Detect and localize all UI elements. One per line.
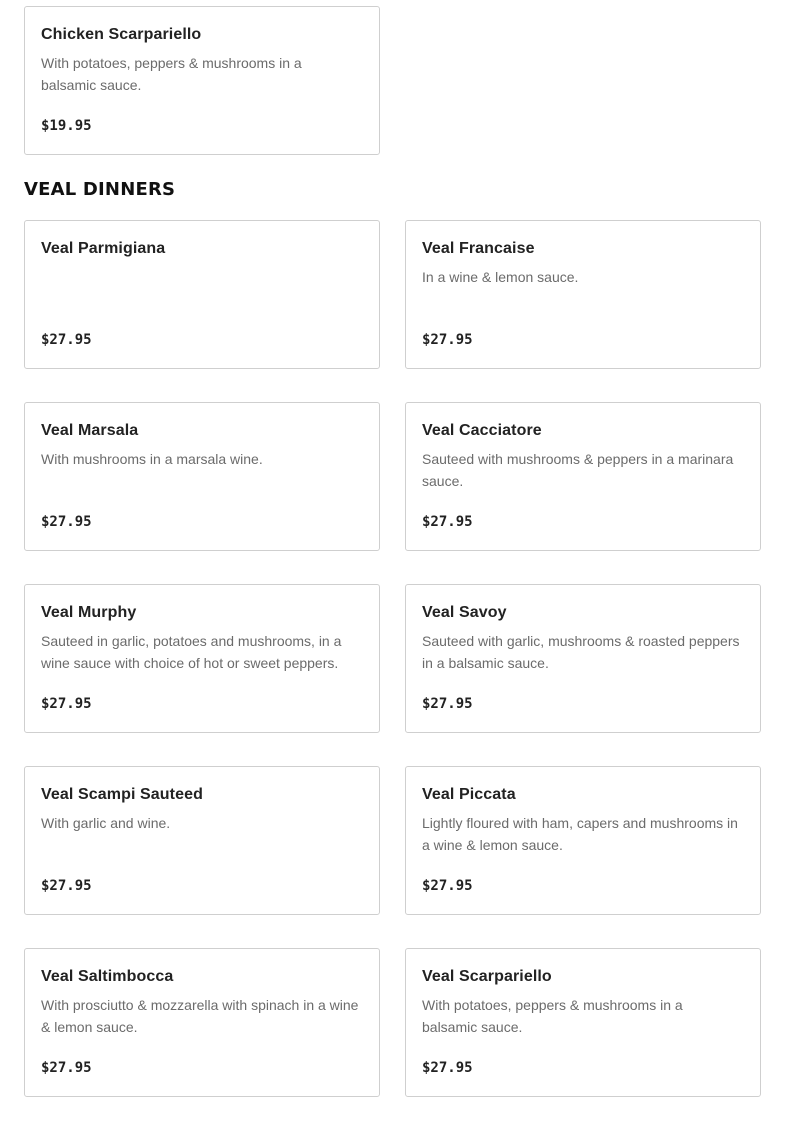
section-title: VEAL DINNERS (24, 179, 176, 200)
menu-item-description: Sauteed in garlic, potatoes and mushrooms, in a wine sauce with choice of hot or sweet peppers. (41, 633, 342, 671)
menu-item-card[interactable] (405, 584, 761, 733)
menu-item-name: Veal Marsala (41, 422, 139, 439)
menu-item-name: Veal Scarpariello (422, 968, 552, 985)
menu-item-card[interactable] (24, 402, 380, 551)
menu-item-name: Veal Saltimbocca (41, 968, 174, 985)
menu-item-description: Sauteed with garlic, mushrooms & roasted peppers in a balsamic sauce. (422, 633, 740, 671)
menu-item-description: In a wine & lemon sauce. (422, 269, 579, 285)
menu-item-card[interactable] (24, 766, 380, 915)
menu-item-price: $27.95 (422, 696, 473, 712)
menu-item-name: Veal Murphy (41, 604, 137, 621)
menu-item-name: Veal Parmigiana (41, 240, 166, 257)
menu-item-description: With potatoes, peppers & mushrooms in a balsamic sauce. (41, 55, 302, 93)
menu-item-name: Chicken Scarpariello (41, 26, 202, 43)
menu-item-card[interactable] (24, 948, 380, 1097)
menu-item-card[interactable] (24, 584, 380, 733)
menu-item-card[interactable] (405, 220, 761, 369)
menu-item-card[interactable] (405, 402, 761, 551)
menu-item-description: With potatoes, peppers & mushrooms in a balsamic sauce. (422, 997, 683, 1035)
menu-item-price: $27.95 (41, 696, 92, 712)
menu-item-description: Lightly floured with ham, capers and mushrooms in a wine & lemon sauce. (422, 815, 738, 853)
menu-item-description: Sauteed with mushrooms & peppers in a marinara sauce. (422, 451, 734, 489)
menu-item-name: Veal Cacciatore (422, 422, 542, 439)
menu-item-price: $27.95 (41, 878, 92, 894)
menu-item-card[interactable] (405, 948, 761, 1097)
menu-item-price: $27.95 (41, 332, 92, 348)
menu-item-card[interactable] (24, 6, 380, 155)
menu-item-price: $19.95 (41, 118, 92, 134)
menu-item-price: $27.95 (41, 514, 92, 530)
menu-item-description: With garlic and wine. (41, 815, 171, 831)
menu-item-price: $27.95 (422, 332, 473, 348)
menu-item-name: Veal Scampi Sauteed (41, 786, 203, 803)
menu-item-price: $27.95 (422, 514, 473, 530)
menu-item-description: With mushrooms in a marsala wine. (41, 451, 263, 467)
menu-item-name: Veal Piccata (422, 786, 516, 803)
menu-item-card[interactable] (24, 220, 380, 369)
menu-item-price: $27.95 (41, 1060, 92, 1076)
menu-item-name: Veal Savoy (422, 604, 507, 621)
menu-item-description: With prosciutto & mozzarella with spinach in a wine & lemon sauce. (41, 997, 359, 1035)
menu-item-card[interactable] (405, 766, 761, 915)
menu-item-price: $27.95 (422, 1060, 473, 1076)
menu-item-price: $27.95 (422, 878, 473, 894)
menu-item-name: Veal Francaise (422, 240, 535, 257)
